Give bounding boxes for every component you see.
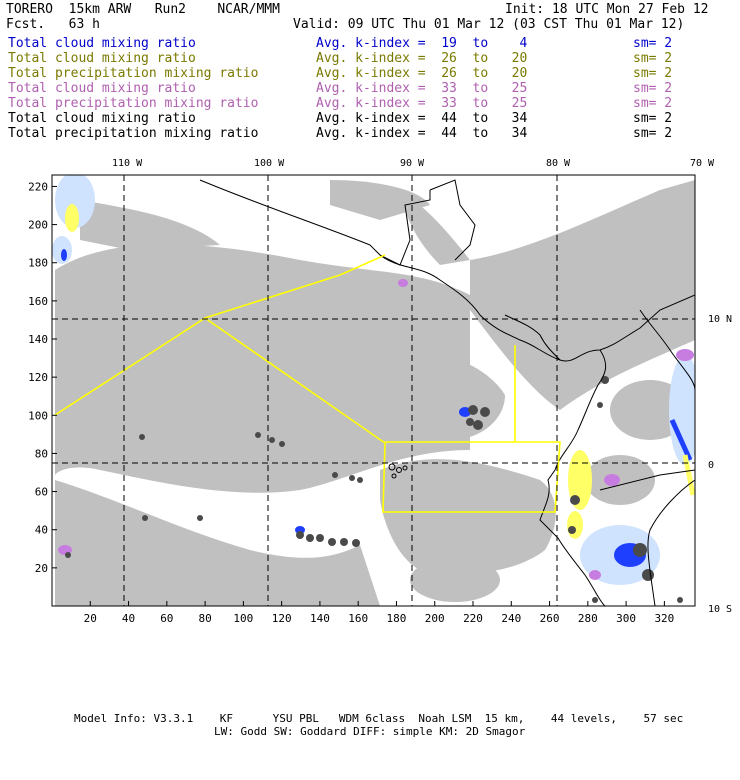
lon-label: 110 W [112, 158, 143, 169]
y-tick-label: 200 [28, 218, 48, 232]
x-tick-label: 140 [309, 612, 330, 625]
y-tick-label: 80 [34, 447, 48, 461]
x-tick-label: 20 [83, 612, 97, 625]
legend-kindex: Avg. k-index = 19 to 4 [316, 36, 528, 51]
x-tick-label: 280 [577, 612, 598, 625]
y-tick-label: 100 [28, 409, 48, 423]
legend-smoothing: sm= 2 [633, 111, 673, 126]
y-tick-label: 20 [34, 561, 48, 575]
model-title: TORERO 15km ARW Run2 NCAR/MMM [6, 2, 280, 17]
legend-kindex: Avg. k-index = 26 to 20 [316, 51, 528, 66]
x-tick-label: 120 [271, 612, 292, 625]
legend-field: Total cloud mixing ratio [8, 36, 196, 51]
legend-row [8, 66, 728, 81]
x-tick-label: 60 [160, 612, 174, 625]
init-time: Init: 18 UTC Mon 27 Feb 12 [505, 2, 709, 17]
legend-row [8, 36, 728, 51]
legend-smoothing: sm= 2 [633, 36, 673, 51]
legend-field: Total precipitation mixing ratio [8, 66, 259, 81]
model-info: Model Info: V3.3.1 KF YSU PBL WDM 6class Noah LSM 15 km, 44 levels, 57 sec [74, 712, 684, 725]
x-tick-label: 240 [501, 612, 522, 625]
x-tick-label: 300 [616, 612, 637, 625]
legend-field: Total precipitation mixing ratio [8, 126, 259, 141]
legend-row [8, 96, 728, 111]
legend-smoothing: sm= 2 [633, 51, 673, 66]
legend-smoothing: sm= 2 [633, 66, 673, 81]
legend-kindex: Avg. k-index = 44 to 34 [316, 126, 528, 141]
y-tick-label: 160 [28, 294, 48, 308]
x-tick-label: 100 [233, 612, 254, 625]
legend-field: Total cloud mixing ratio [8, 81, 196, 96]
lon-label: 70 W [690, 158, 715, 169]
model-physics: LW: Godd SW: Goddard DIFF: simple KM: 2D Smagor [214, 725, 526, 738]
forecast-hour: Fcst. 63 h [6, 17, 100, 32]
legend-field: Total cloud mixing ratio [8, 51, 196, 66]
lat-label: 10 S [708, 604, 733, 615]
legend-kindex: Avg. k-index = 26 to 20 [316, 66, 528, 81]
legend-smoothing: sm= 2 [633, 81, 673, 96]
legend-kindex: Avg. k-index = 44 to 34 [316, 111, 528, 126]
y-tick-label: 60 [34, 485, 48, 499]
lat-label: 0 [708, 460, 715, 471]
y-tick-label: 120 [28, 371, 48, 385]
legend-row [8, 111, 728, 126]
legend-field: Total cloud mixing ratio [8, 111, 196, 126]
x-tick-label: 80 [198, 612, 212, 625]
legend-smoothing: sm= 2 [633, 126, 673, 141]
lon-label: 80 W [546, 158, 571, 169]
forecast-map [0, 150, 740, 780]
legend-row [8, 81, 728, 96]
legend-smoothing: sm= 2 [633, 96, 673, 111]
legend-row [8, 126, 728, 141]
legend-row [8, 51, 728, 66]
y-tick-label: 180 [28, 256, 48, 270]
y-tick-label: 140 [28, 333, 48, 347]
y-axis [28, 180, 57, 574]
y-tick-label: 220 [28, 180, 48, 194]
legend-kindex: Avg. k-index = 33 to 25 [316, 81, 528, 96]
lon-label: 100 W [254, 158, 285, 169]
lon-label: 90 W [400, 158, 425, 169]
legend-kindex: Avg. k-index = 33 to 25 [316, 96, 528, 111]
x-tick-label: 160 [348, 612, 369, 625]
legend-field: Total precipitation mixing ratio [8, 96, 259, 111]
x-tick-label: 200 [424, 612, 445, 625]
lat-label: 10 N [708, 314, 733, 325]
x-tick-label: 260 [539, 612, 560, 625]
valid-time: Valid: 09 UTC Thu 01 Mar 12 (03 CST Thu 01 Mar 12) [293, 17, 685, 32]
x-tick-label: 180 [386, 612, 407, 625]
x-tick-label: 320 [654, 612, 675, 625]
y-tick-label: 40 [34, 523, 48, 537]
map-plot-area [52, 172, 701, 606]
x-tick-label: 40 [121, 612, 136, 625]
x-tick-label: 220 [463, 612, 483, 625]
